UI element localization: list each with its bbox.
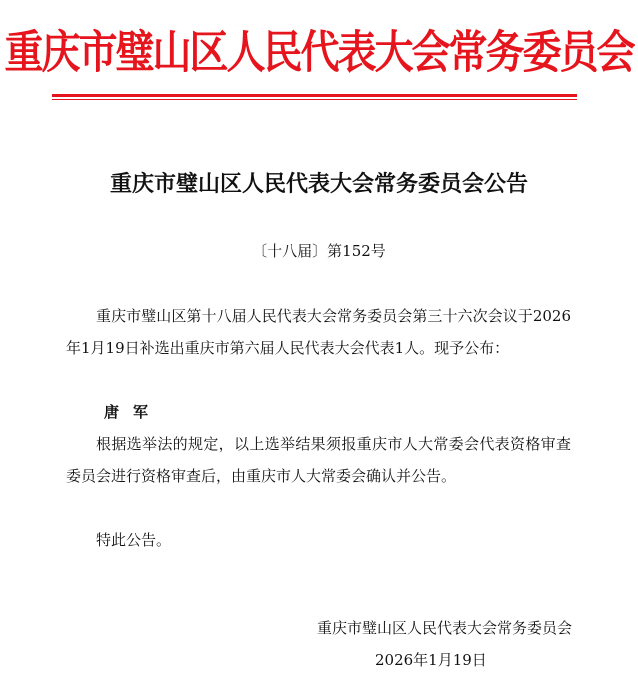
document-number: 〔十八届〕第152号 [252, 242, 386, 260]
elected-name: 唐军 [104, 403, 163, 421]
closing-paragraph: 特此公告。 [96, 531, 172, 549]
basis-paragraph: 根据选举法的规定，以上选举结果须报重庆市人大常委会代表资格审查委员会进行资格审查后，由重庆市人大常委会确认并公告。 [66, 435, 571, 485]
masthead-rule-thick [52, 94, 577, 97]
signature-organ: 重庆市璧山区人民代表大会常务委员会 [316, 619, 572, 637]
announcement-title: 重庆市璧山区人民代表大会常务委员会公告 [109, 171, 528, 197]
masthead-rule-thin [52, 99, 577, 100]
intro-paragraph: 重庆市璧山区第十八届人民代表大会常务委员会第三十六次会议于2026年1月19日补选出重庆市第六届人民代表大会代表1人。现予公布： [66, 307, 571, 357]
masthead-title: 重庆市璧山区人民代表大会常务委员会 [4, 27, 634, 79]
signature-date: 2026年1月19日 [375, 651, 487, 669]
